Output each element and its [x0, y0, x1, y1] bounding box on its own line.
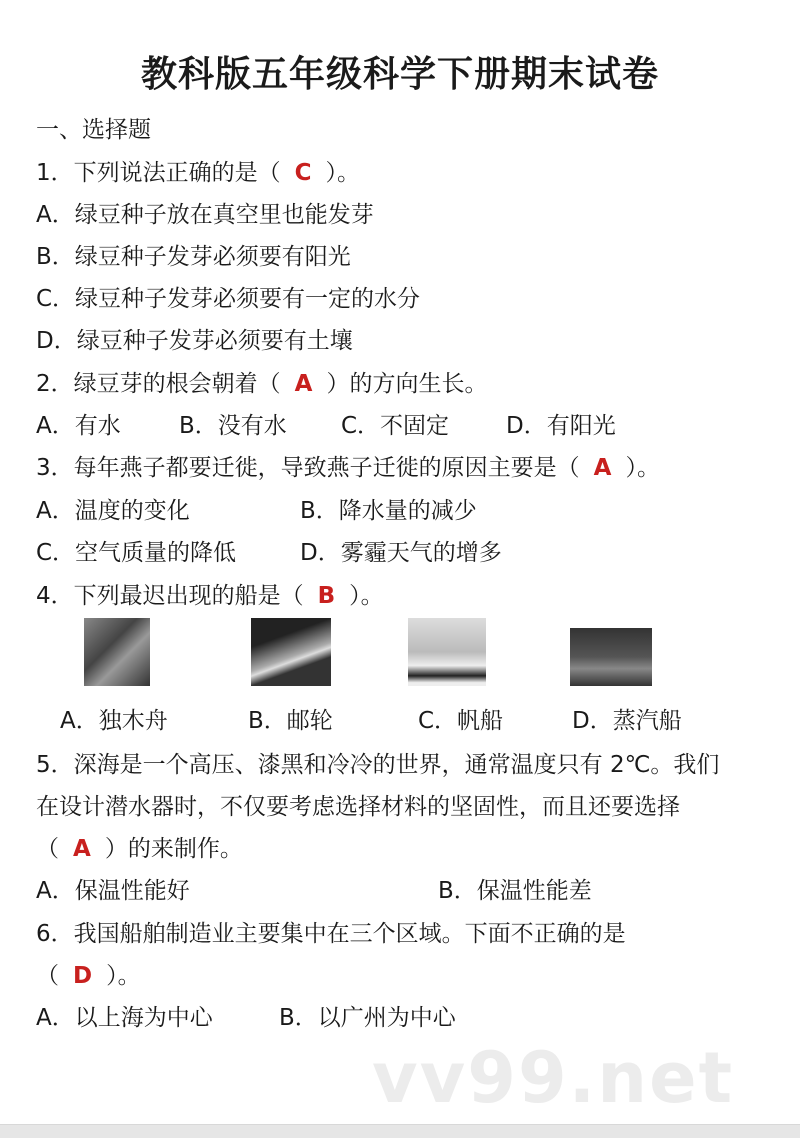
question-1 [36, 158, 360, 188]
question-6-line-2 [36, 961, 141, 991]
question-stem-end: ）。 [625, 455, 660, 481]
question-stem: 1．下列说法正确的是（ [36, 160, 281, 186]
option: A．有水 [36, 413, 121, 439]
page-title: 教科版五年级科学下册期末试卷 [140, 54, 659, 95]
option: D．雾霾天气的增多 [300, 540, 502, 566]
watermark: vv99.net [372, 1037, 735, 1119]
option: A．绿豆种子放在真空里也能发芽 [36, 202, 374, 228]
option: B．绿豆种子发芽必须要有阳光 [36, 244, 351, 270]
sailboat-image [408, 618, 486, 686]
option: C．帆船 [418, 708, 504, 734]
option: C．空气质量的降低 [36, 540, 237, 566]
option: C．绿豆种子发芽必须要有一定的水分 [36, 286, 421, 312]
option: B．邮轮 [248, 708, 333, 734]
answer: D [73, 963, 93, 989]
question-4 [36, 581, 384, 611]
option: A．保温性能好 [36, 878, 190, 904]
question-stem-end: ）的来制作。 [104, 836, 243, 862]
option: A．以上海为中心 [36, 1005, 213, 1031]
option: D．有阳光 [506, 413, 616, 439]
question-stem: 3．每年燕子都要迁徙，导致燕子迁徙的原因主要是（ [36, 455, 580, 481]
answer: A [593, 455, 612, 481]
question-stem-end: ）。 [349, 583, 384, 609]
section-heading: 一、选择题 [36, 117, 151, 143]
answer: B [317, 583, 336, 609]
question-5-line-1: 5．深海是一个高压、漆黑和冷冷的世界，通常温度只有 2℃。我们 [36, 752, 720, 778]
bottom-bar [0, 1124, 800, 1138]
option: D．蒸汽船 [572, 708, 682, 734]
question-6-line-1: 6．我国船舶制造业主要集中在三个区域。下面不正确的是 [36, 921, 626, 947]
question-2 [36, 369, 487, 399]
question-5-line-3 [36, 834, 243, 864]
option: A．温度的变化 [36, 498, 190, 524]
canoe-image [84, 618, 150, 686]
answer: C [294, 160, 312, 186]
option: C．不固定 [341, 413, 450, 439]
question-stem: 4．下列最迟出现的船是（ [36, 583, 304, 609]
steamship-image [570, 628, 652, 686]
question-stem-end: ）。 [106, 963, 141, 989]
question-stem: （ [36, 836, 59, 862]
question-5-line-2: 在设计潜水器时，不仅要考虑选择材料的坚固性，而且还要选择 [36, 794, 680, 820]
option: B．没有水 [179, 413, 287, 439]
option: A．独木舟 [60, 708, 168, 734]
option: B．保温性能差 [438, 878, 592, 904]
question-stem-end: ）的方向生长。 [326, 371, 488, 397]
question-stem: 2．绿豆芽的根会朝着（ [36, 371, 281, 397]
answer: A [73, 836, 91, 862]
cruise-ship-image [251, 618, 331, 686]
question-stem: （ [36, 963, 59, 989]
option: B．降水量的减少 [300, 498, 477, 524]
answer: A [294, 371, 313, 397]
question-stem-end: ）。 [325, 160, 361, 186]
question-3 [36, 453, 660, 483]
option: D．绿豆种子发芽必须要有土壤 [36, 328, 353, 354]
option: B．以广州为中心 [279, 1005, 456, 1031]
